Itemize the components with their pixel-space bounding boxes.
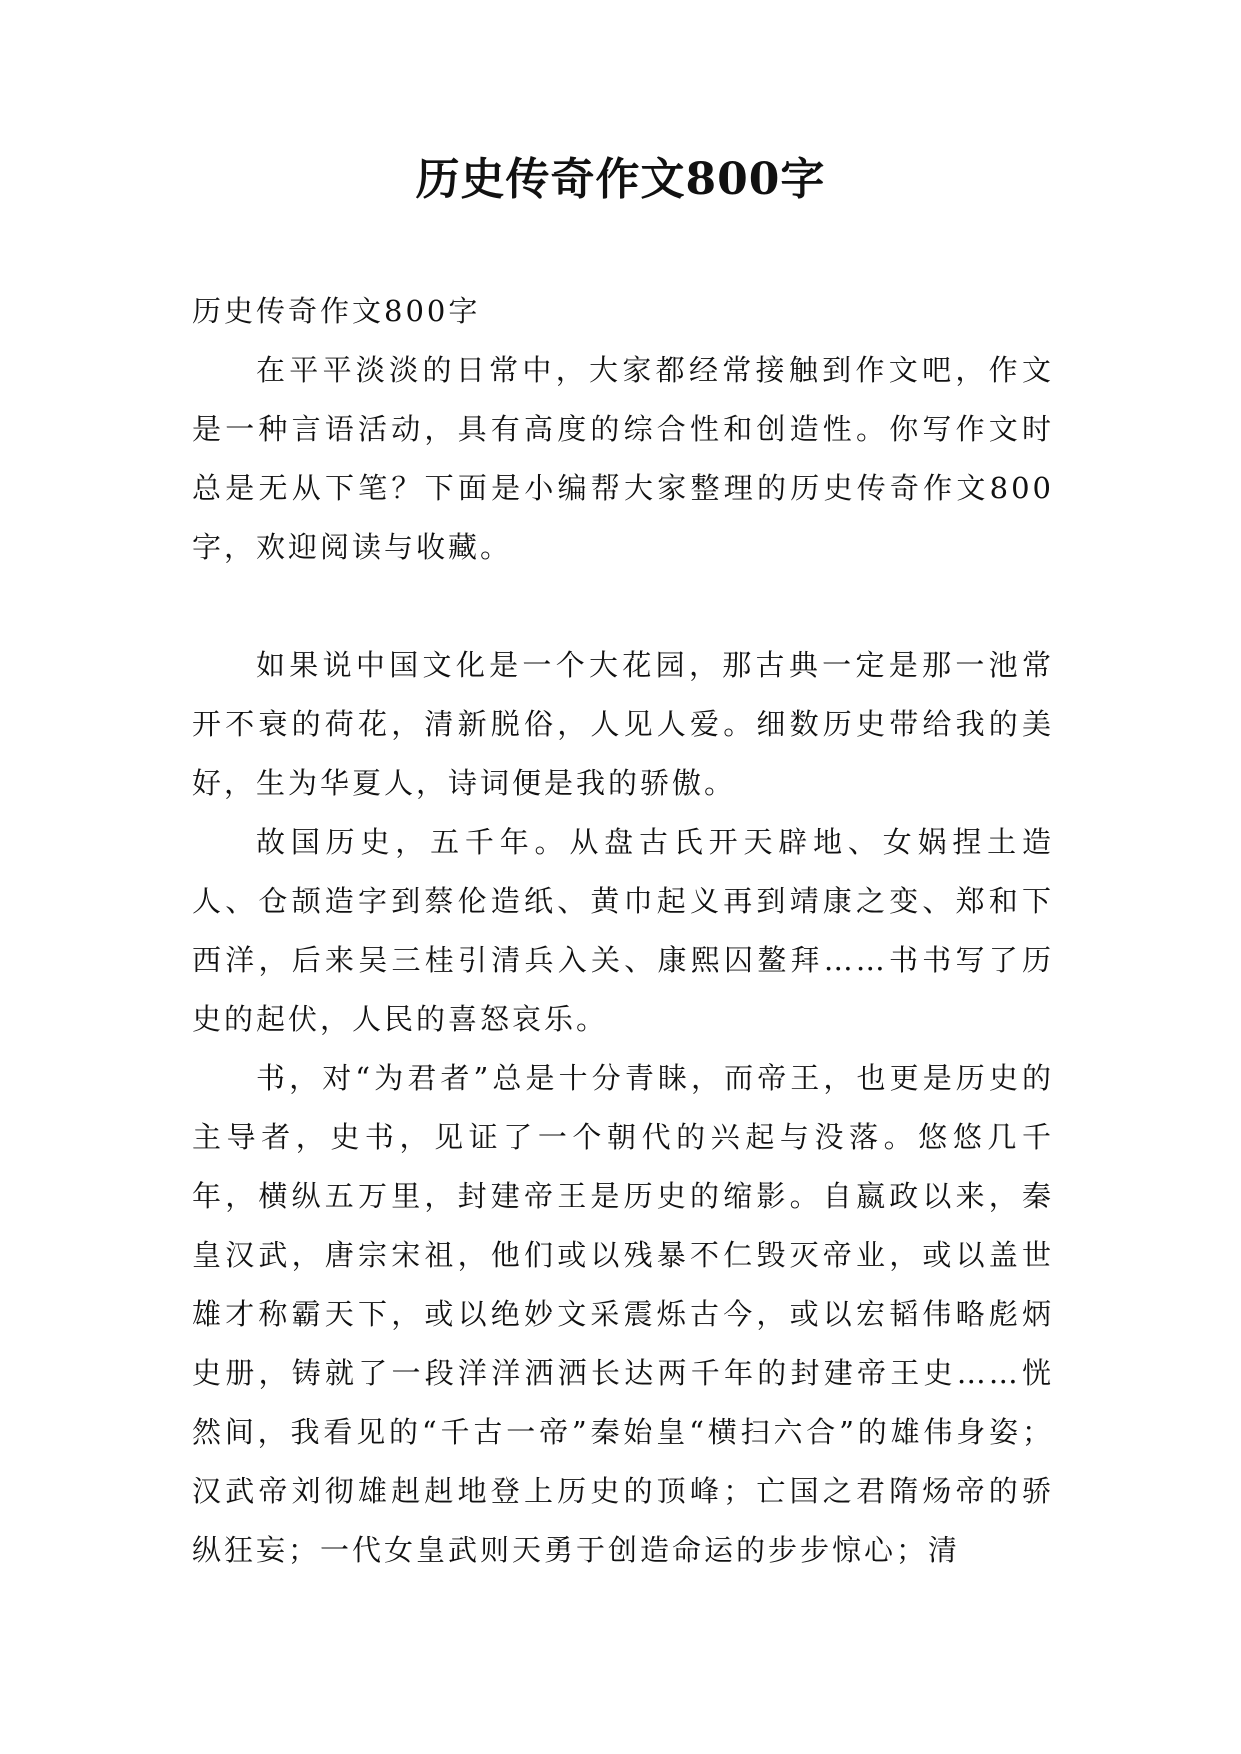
- document-title: 历史传奇作文800字: [415, 154, 826, 205]
- body-paragraph-1: 如果说中国文化是一个大花园，那古典一定是那一池常开不衰的荷花，清新脱俗，人见人爱。细数历史带给我的美好，生为华夏人，诗词便是我的骄傲。: [192, 648, 1054, 800]
- intro-paragraph: 在平平淡淡的日常中，大家都经常接触到作文吧，作文是一种言语活动，具有高度的综合性和创造性。你写作文时总是无从下笔？下面是小编帮大家整理的历史传奇作文800字，欢迎阅读与收藏。: [192, 353, 1054, 564]
- subtitle-line: 历史传奇作文800字: [192, 294, 481, 328]
- body-paragraph-3: 书，对“为君者”总是十分青睐，而帝王，也更是历史的主导者，史书，见证了一个朝代的兴起与没落。悠悠几千年，横纵五万里，封建帝王是历史的缩影。自嬴政以来，秦皇汉武，唐宗宋祖，他们或以残暴不仁毁灭帝业，或以盖世雄才称霸天下，或以绝妙文采震烁古今，或以宏韬伟略彪炳史册，铸就了一段洋洋洒洒长达两千年的封建帝王史……恍然间，我看见的“千古一帝”秦始皇“横扫六合”的雄伟身姿；汉武帝刘彻雄赳赳地登上历史的顶峰；亡国之君隋炀帝的骄纵狂妄；一代女皇武则天勇于创造命运的步步惊心；清: [192, 1061, 1054, 1567]
- document-body: [192, 282, 1054, 1580]
- body-paragraph-2: 故国历史，五千年。从盘古氏开天辟地、女娲捏土造人、仓颉造字到蔡伦造纸、黄巾起义再到靖康之变、郑和下西洋，后来吴三桂引清兵入关、康熙囚鳌拜……书书写了历史的起伏，人民的喜怒哀乐。: [192, 825, 1054, 1036]
